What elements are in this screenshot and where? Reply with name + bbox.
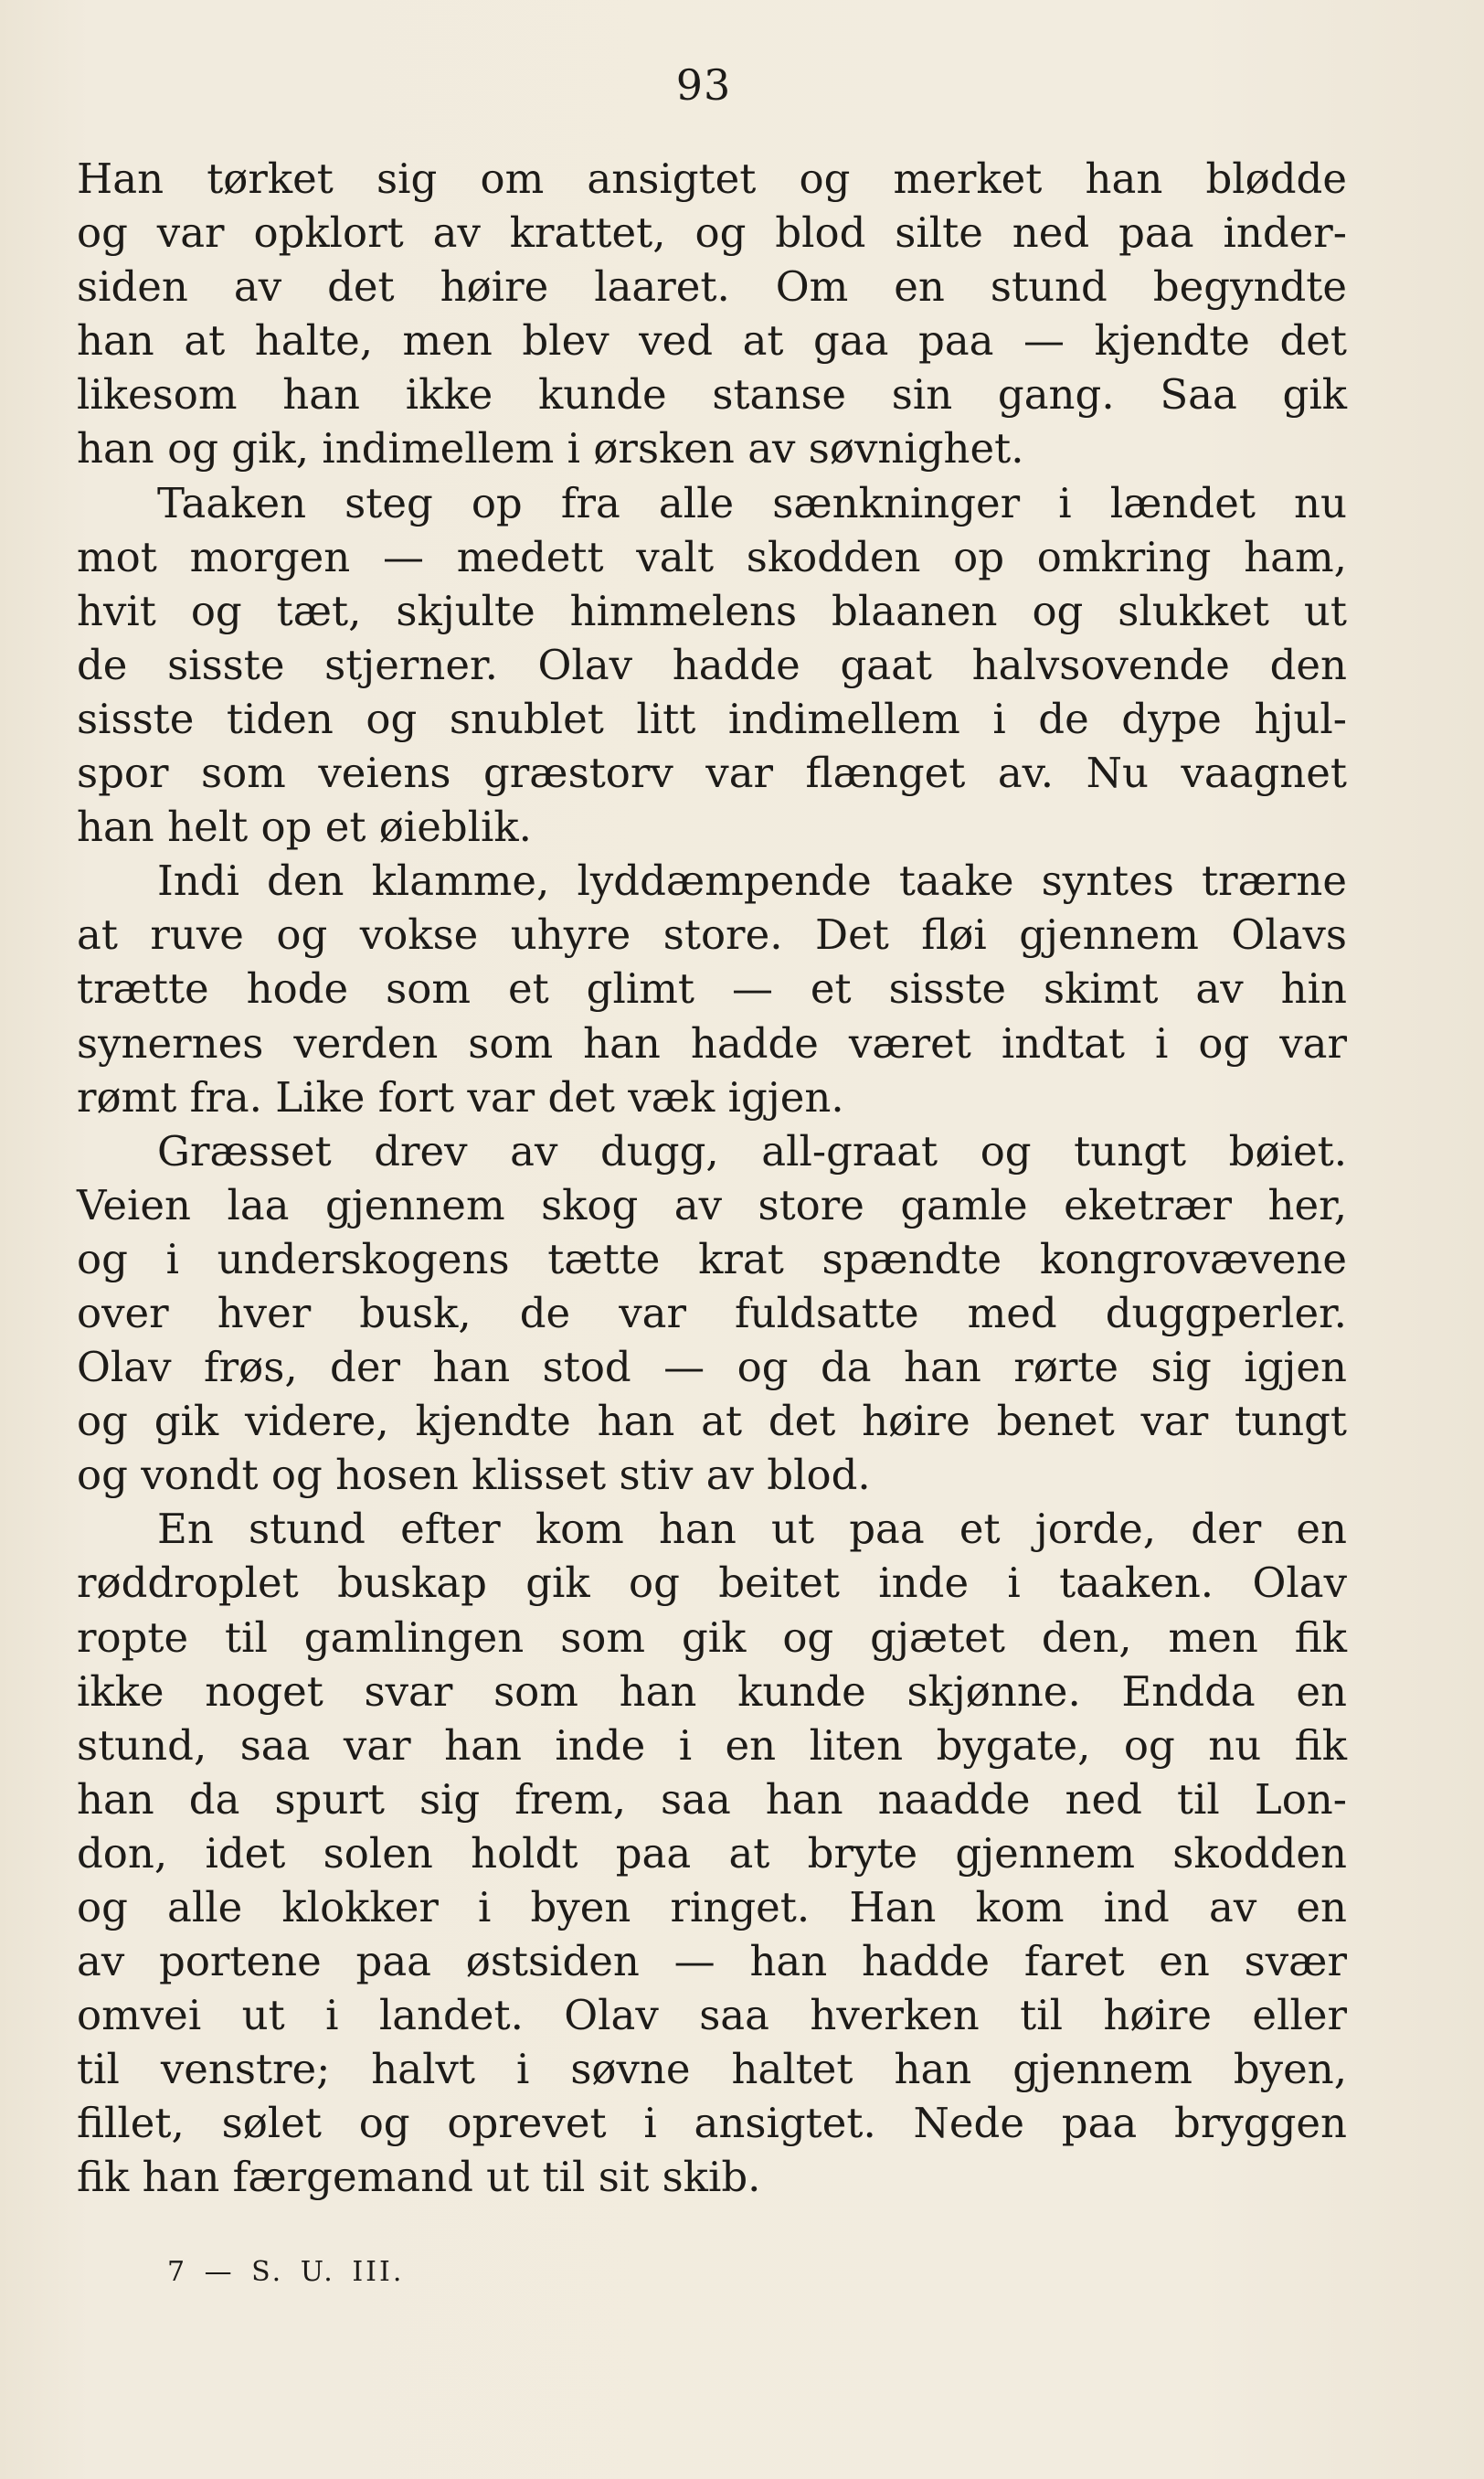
text-line: de sisste stjerner. Olav hadde gaat halvsovende den <box>77 640 1347 689</box>
text-line: Indi den klamme, lyddæmpende taake syntes trærne <box>157 856 1347 906</box>
page-number: 93 <box>675 60 732 110</box>
text-line: og alle klokker i byen ringet. Han kom ind av en <box>77 1883 1347 1931</box>
text-line: Taaken steg op fra alle sænkninger i lændet nu <box>157 478 1347 527</box>
text-line: Han tørket sig om ansigtet og merket han blødde <box>77 154 1347 203</box>
text-line: ropte til gamlingen som gik og gjætet den, men fik <box>77 1612 1347 1662</box>
text-line: Veien laa gjennem skog av store gamle eketrær her, <box>77 1180 1347 1229</box>
text-line: av portene paa østsiden — han hadde faret en svær <box>77 1937 1347 1986</box>
text-line: og gik videre, kjendte han at det høire benet var tungt <box>77 1397 1347 1446</box>
text-line: at ruve og vokse uhyre store. Det fløi gjennem Olavs <box>77 910 1347 960</box>
text-line: han og gik, indimellem i ørsken av søvnighet. <box>77 424 1024 473</box>
text-line: Olav frøs, der han stod — og da han rørte sig igjen <box>77 1343 1347 1392</box>
text-line: trætte hode som et glimt — et sisste skimt av hin <box>77 964 1347 1014</box>
text-line: likesom han ikke kunde stanse sin gang. Saa gik <box>77 370 1347 420</box>
text-line: sisste tiden og snublet litt indimellem i de dype hjul- <box>77 694 1347 743</box>
text-line: fik han færgemand ut til sit skib. <box>77 2153 761 2202</box>
text-line: og i underskogens tætte krat spændte kongrovævene <box>77 1234 1347 1283</box>
text-line: rømt fra. Like fort var det væk igjen. <box>77 1072 844 1122</box>
text-line: don, idet solen holdt paa at bryte gjennem skodden <box>77 1828 1347 1878</box>
text-line: og vondt og hosen klisset stiv av blod. <box>77 1451 871 1500</box>
text-line: til venstre; halvt i søvne haltet han gjennem byen, <box>77 2045 1347 2094</box>
text-line: Græsset drev av dugg, all-graat og tungt bøiet. <box>157 1126 1347 1176</box>
body-text <box>77 152 1347 2205</box>
text-line: ikke noget svar som han kunde skjønne. Endda en <box>77 1666 1347 1716</box>
text-line: over hver busk, de var fuldsatte med duggperler. <box>77 1288 1347 1337</box>
text-line: synernes verden som han hadde været indtat i og var <box>77 1018 1347 1068</box>
text-line: spor som veiens græstorv var flænget av. Nu vaagnet <box>77 749 1347 798</box>
text-line: omvei ut i landet. Olav saa hverken til høire eller <box>77 1991 1347 2040</box>
text-line: mot morgen — medett valt skodden op omkring ham, <box>77 532 1347 581</box>
text-line: En stund efter kom han ut paa et jorde, der en <box>157 1505 1347 1554</box>
text-line: fillet, sølet og oprevet i ansigtet. Nede paa bryggen <box>77 2099 1347 2148</box>
text-line: stund, saa var han inde i en liten bygate, og nu fik <box>77 1720 1347 1770</box>
text-line: hvit og tæt, skjulte himmelens blaanen og slukket ut <box>77 586 1347 635</box>
text-line: han helt op et øieblik. <box>77 803 532 852</box>
text-line: og var opklort av krattet, og blod silte ned paa inder- <box>77 208 1347 258</box>
signature-mark: 7 — S. U. III. <box>167 2256 405 2288</box>
text-line: han at halte, men blev ved at gaa paa — kjendte det <box>77 316 1347 366</box>
text-line: han da spurt sig frem, saa han naadde ned til Lon- <box>77 1774 1347 1824</box>
text-line: siden av det høire laaret. Om en stund begyndte <box>77 262 1347 312</box>
text-line: røddroplet buskap gik og beitet inde i taaken. Olav <box>77 1559 1347 1608</box>
